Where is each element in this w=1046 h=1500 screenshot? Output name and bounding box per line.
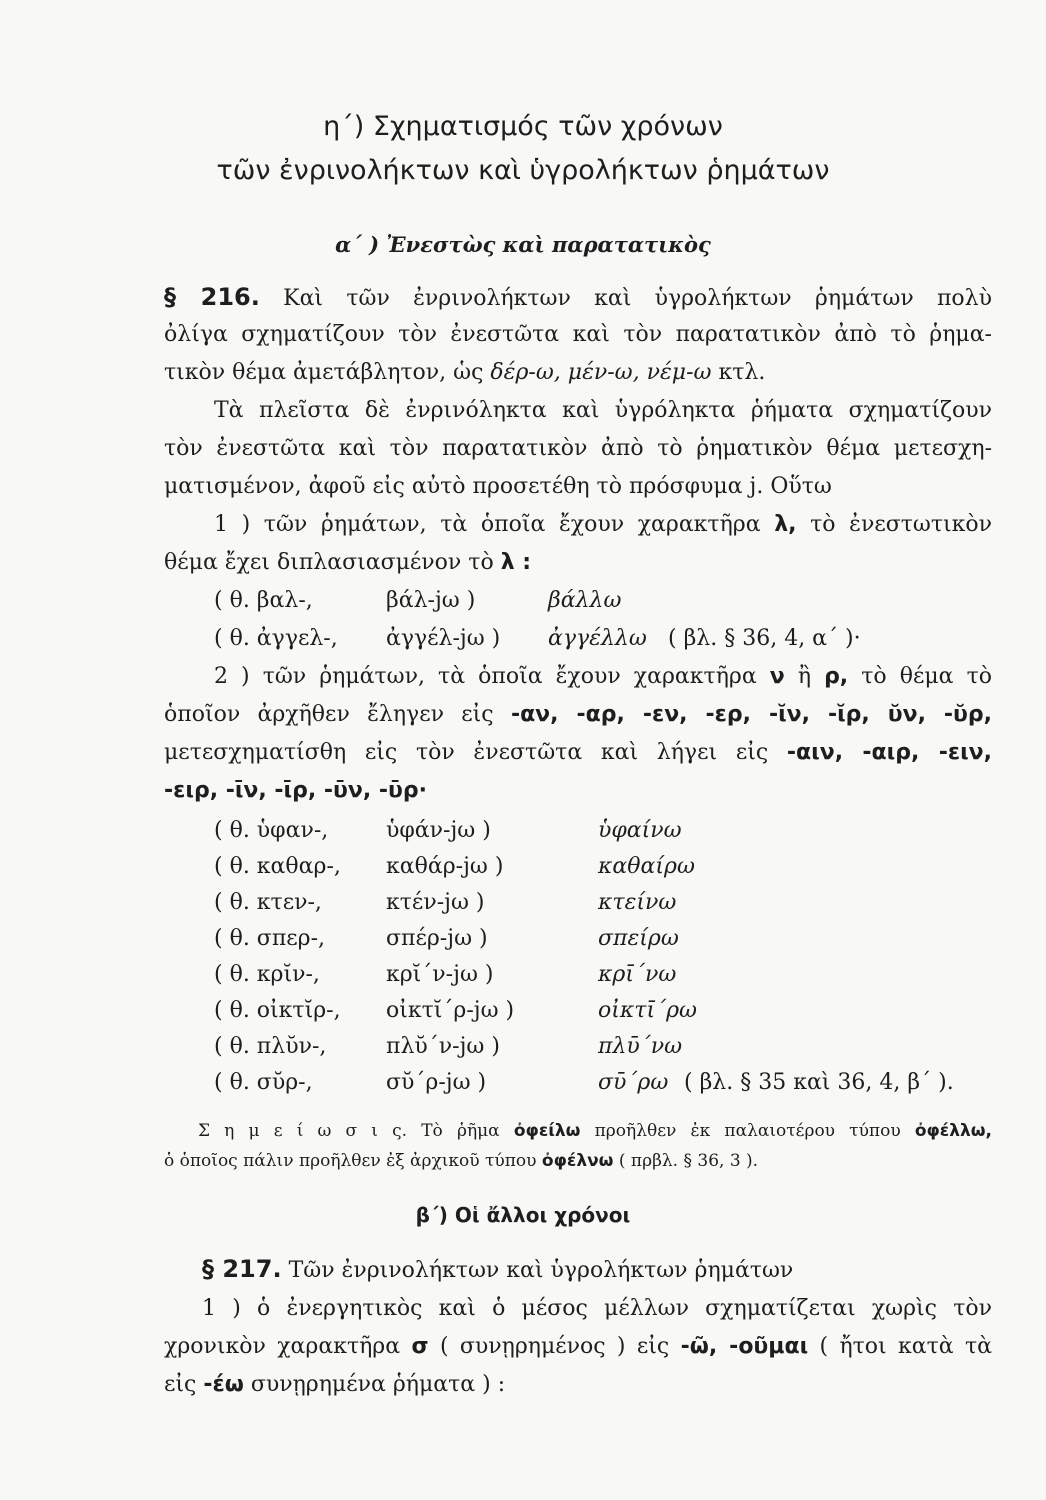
ex2-result: σπείρω (598, 926, 679, 951)
rule-2-text-f: ὁποῖον ἀρχῆθεν ἔληγεν εἰς (164, 702, 494, 727)
chapter-title-line-2: τῶν ἐνρινολήκτων καὶ ὑγρολήκτων ῥημάτων (216, 155, 830, 186)
ex2-theme: ( θ. σπερ-, (214, 926, 326, 951)
ex2-result: κτείνω (598, 890, 677, 915)
rule-1-char: λ, (774, 512, 797, 537)
note-text-1a: Σ η μ ε ί ω σ ι ς. Τὸ ῥῆμα (198, 1121, 500, 1141)
rule-2-text-a: 2 ) τῶν ῥημάτων, τὰ ὁποῖα ἔχουν χαρακτῆρα (214, 664, 757, 689)
rule-2-endings-2: -αιν, -αιρ, -ειν, (786, 740, 993, 765)
ex2-theme: ( θ. ὑφαν-, (214, 818, 329, 843)
para-217-line-4 (164, 1370, 992, 1400)
para-216-examples: δέρ-ω, μέν-ω, νέμ-ω (490, 360, 712, 385)
rule-1-text-a: 1 ) τῶν ῥημάτων, τὰ ὁποῖα ἔχουν χαρακτῆρα (214, 512, 761, 537)
ex2-theme: ( θ. κτεν-, (214, 890, 322, 915)
ex2-theme: ( θ. οἰκτῐρ-, (214, 998, 341, 1023)
note-line-2 (164, 1146, 992, 1176)
note-word-2: ὀφέλλω, (914, 1121, 993, 1141)
ex2-form: σπέρ-jω ) (386, 926, 488, 951)
ex2-theme: ( θ. κρῐν-, (214, 962, 320, 987)
para-217-text-4c: συνῃρημένα ῥήματα ) : (250, 1372, 506, 1397)
ex1-form: ἀγγέλ-jω ) (386, 626, 501, 651)
note-text-1c: προῆλθεν ἐκ παλαιοτέρου τύπου (594, 1121, 901, 1141)
para-217-mark: § 217. (202, 1255, 282, 1283)
ex2-result: σῡ΄ρω (598, 1070, 669, 1095)
para-217-endings: -ῶ, -οῦμαι (680, 1334, 809, 1359)
ex2-result: ὑφαίνω (598, 818, 682, 843)
para-216-line-6: ματισμένον, ἀφοῦ εἰς αὐτὸ προσετέθη τὸ πρόσφυμα j. Οὕτω (164, 474, 832, 499)
ex2-theme: ( θ. πλῠν-, (214, 1034, 327, 1059)
ex2-result: καθαίρω (598, 854, 695, 879)
para-216-mark: § 216. (164, 283, 260, 311)
ex1-result: βάλλω (548, 588, 622, 613)
ex2-note: ( βλ. § 35 καὶ 36, 4, β΄ ). (684, 1070, 954, 1095)
para-216-text-3a: τικὸν θέμα ἀμετάβλητον, ὡς (164, 360, 484, 385)
rule-1-text-c: τὸ ἐνεστωτικὸν (810, 512, 993, 537)
ex2-form: κτέν-jω ) (386, 890, 485, 915)
note-line-1 (198, 1116, 992, 1146)
ex1-theme: ( θ. βαλ-, (214, 588, 313, 613)
ex1-note: ( βλ. § 36, 4, α΄ )· (668, 626, 861, 651)
ex2-form: καθάρ-jω ) (386, 854, 504, 879)
para-216-text-3c: κτλ. (718, 360, 766, 385)
para-217-text-3c: ( συνῃρημένος ) εἰς (439, 1334, 670, 1359)
rule-2-char-r: ρ, (824, 664, 849, 689)
ex2-form: πλῠ΄ν-jω ) (386, 1034, 500, 1059)
para-216-line-1 (164, 282, 992, 314)
para-217-char-s: σ (411, 1334, 429, 1359)
subsection-b-title: β΄) Οἱ ἄλλοι χρόνοι (415, 1203, 631, 1227)
para-217-text-4a: εἰς (164, 1372, 197, 1397)
para-216-line-4: Τὰ πλεῖστα δὲ ἐνρινόληκτα καὶ ὑγρόληκτα ῥήματα σχηματίζουν (214, 398, 992, 423)
ex2-result: οἰκτῑ΄ρω (598, 998, 697, 1023)
ex2-theme: ( θ. σῠρ-, (214, 1070, 313, 1095)
rule-2-line-3 (164, 738, 992, 768)
para-217-text-3a: χρονικὸν χαρακτῆρα (164, 1334, 401, 1359)
para-217-text-3e: ( ἤτοι κατὰ τὰ (819, 1334, 993, 1359)
chapter-title-line-1: η΄) Σχηματισμός τῶν χρόνων (323, 111, 723, 142)
note-text-2a: ὁ ὁποῖος πάλιν προῆλθεν ἐξ ἀρχικοῦ τύπου (164, 1151, 537, 1171)
para-216-line-3 (164, 358, 992, 388)
ex2-result: κρῑ΄νω (598, 962, 677, 987)
rule-1-text-d: θέμα ἔχει διπλασιασμένον τὸ (164, 550, 494, 575)
note-word-1: ὀφείλω (513, 1121, 581, 1141)
note-text-2c: ( πρβλ. § 36, 3 ). (618, 1151, 759, 1171)
ex2-form: κρῐ΄ν-jω ) (386, 962, 494, 987)
ex1-theme: ( θ. ἀγγελ-, (214, 626, 338, 651)
para-216-line-5: τὸν ἐνεστῶτα καὶ τὸν παρατατικὸν ἀπὸ τὸ ῥηματικὸν θέμα μετεσχη- (164, 436, 992, 461)
subsection-a-title: α΄ ) Ἐνεστὼς καὶ παρατατικὸς (335, 232, 711, 257)
rule-2-text-c: ἢ (797, 664, 811, 689)
ex2-result: πλῡ΄νω (598, 1034, 683, 1059)
ex1-result: ἀγγέλλω (548, 626, 647, 651)
para-217-text-1: Τῶν ἐνρινολήκτων καὶ ὑγρολήκτων ῥημάτων (288, 1258, 794, 1283)
para-217-line-3 (164, 1332, 992, 1362)
rule-1-line-2 (164, 548, 992, 578)
note-word-3: ὀφέλνω (541, 1151, 614, 1171)
rule-2-text-e: τὸ θέμα τὸ (861, 664, 992, 689)
para-217-line-1 (202, 1254, 1030, 1286)
ex2-form: ὑφάν-jω ) (386, 818, 491, 843)
para-217-line-2: 1 ) ὁ ἐνεργητικὸς καὶ ὁ μέσος μέλλων σχηματίζεται χωρὶς τὸν (202, 1296, 992, 1321)
rule-2-endings: -αν, -αρ, -εν, -ερ, -ῐν, -ῐρ, ῠν, -ῠρ, (510, 702, 993, 727)
rule-2-char-n: ν (769, 664, 785, 689)
rule-2-line-2 (164, 700, 992, 730)
ex1-form: βάλ-jω ) (386, 588, 476, 613)
rule-1-line-1 (214, 510, 992, 540)
para-217-ending: -έω (203, 1372, 244, 1397)
para-216-line-2: ὀλίγα σχηματίζουν τὸν ἐνεστῶτα καὶ τὸν παρατατικὸν ἀπὸ τὸ ῥημα- (164, 322, 992, 347)
ex2-theme: ( θ. καθαρ-, (214, 854, 341, 879)
para-216-text-1: Καὶ τῶν ἐνρινολήκτων καὶ ὑγρολήκτων ῥημάτων πολὺ (283, 286, 992, 311)
rule-2-line-1 (214, 662, 992, 692)
rule-1-char-2: λ : (500, 550, 532, 575)
rule-2-text-h: μετεσχηματίσθη εἰς τὸν ἐνεστῶτα καὶ λήγει εἰς (164, 740, 769, 765)
ex2-form: σῠ΄ρ-jω ) (386, 1070, 487, 1095)
rule-2-line-4: -ειρ, -ῑν, -ῑρ, -ῡν, -ῡρ· (164, 778, 427, 803)
ex2-form: οἰκτῐ΄ρ-jω ) (386, 998, 515, 1023)
